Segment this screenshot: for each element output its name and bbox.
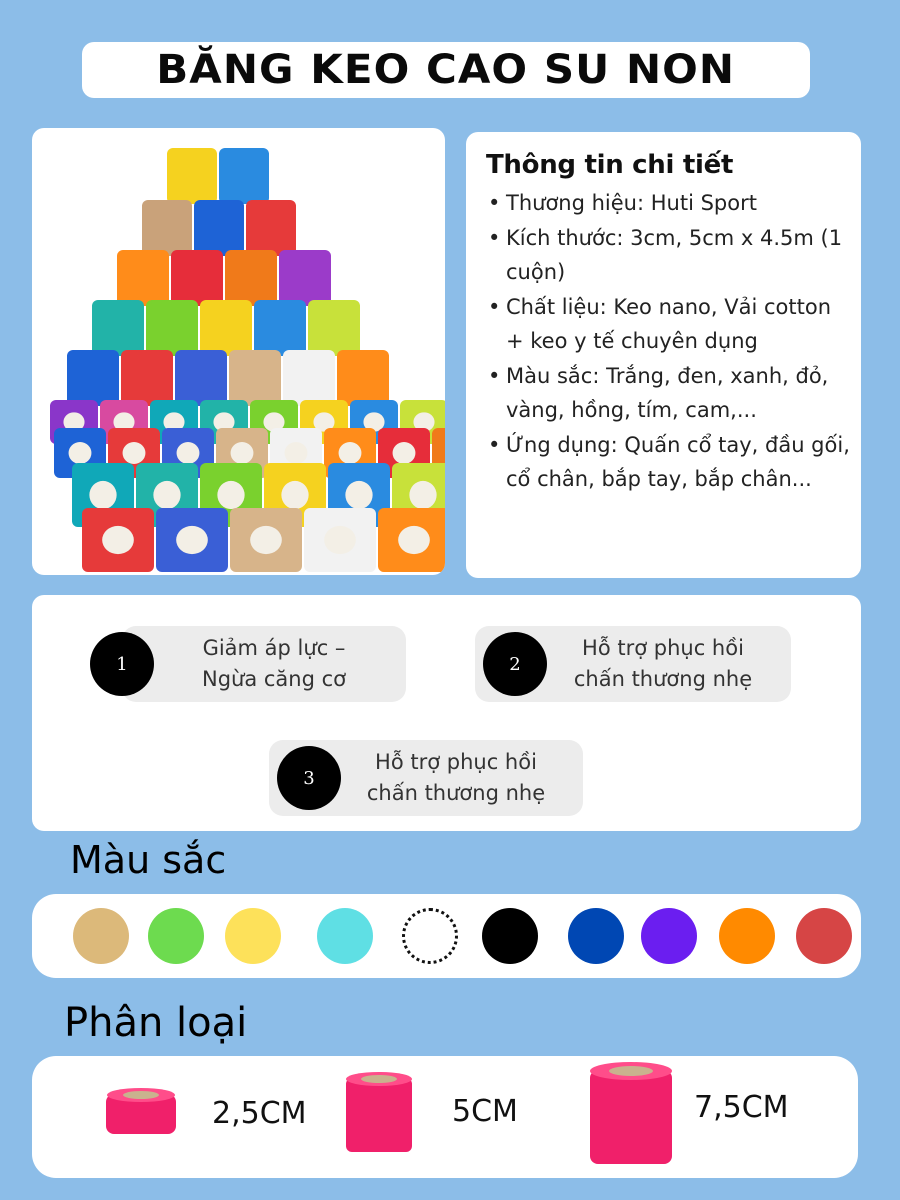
tape-roll [67,350,119,406]
tape-roll [171,250,223,306]
size-options [32,1056,858,1178]
benefit-number: 1 [90,632,154,696]
info-heading: Thông tin chi tiết [486,150,734,180]
color-swatch[interactable] [402,908,458,964]
color-swatch[interactable] [317,908,373,964]
page-title: BĂNG KEO CAO SU NON [156,47,736,93]
tape-roll [254,300,306,356]
color-swatch[interactable] [148,908,204,964]
color-swatch[interactable] [719,908,775,964]
tape-rolls-illustration [32,128,445,575]
colors-label: Màu sắc [70,838,227,882]
color-swatch[interactable] [796,908,852,964]
tape-roll [194,200,244,256]
info-list [486,186,851,497]
tape-roll [175,350,227,406]
benefit-line2: Ngừa căng cơ [201,667,347,691]
color-swatch[interactable] [225,908,281,964]
benefits-card [32,595,861,831]
tape-roll [82,508,154,572]
color-swatch[interactable] [641,908,697,964]
info-item-brand: • Thương hiệu: Huti Sport [486,186,851,221]
benefit-3 [275,740,583,816]
tape-roll-small-icon [104,1086,178,1138]
tape-roll [117,250,169,306]
tape-roll [167,148,217,204]
benefit-number: 3 [277,746,341,810]
tape-roll [225,250,277,306]
tape-roll [219,148,269,204]
tape-roll [378,508,445,572]
info-item-material: • Chất liệu: Keo nano, Vải cotton + keo y tế chuyên dụng [486,290,851,359]
benefit-line1: Hỗ trợ phục hồi [582,636,744,660]
tape-roll [156,508,228,572]
color-swatch[interactable] [73,908,129,964]
benefit-line2: chấn thương nhẹ [366,781,546,805]
tape-roll [146,300,198,356]
tape-roll [230,508,302,572]
tape-roll [200,300,252,356]
benefit-line1: Giảm áp lực – [202,636,346,660]
tape-roll [92,300,144,356]
tape-roll [229,350,281,406]
benefit-2 [483,626,791,702]
size-option-5cm[interactable]: 5CM [452,1094,518,1129]
tape-roll [279,250,331,306]
benefit-number: 2 [483,632,547,696]
tape-roll [142,200,192,256]
product-image [32,128,445,575]
color-swatches [32,894,861,978]
info-item-colors: • Màu sắc: Trắng, đen, xanh, đỏ, vàng, hồng, tím, cam,... [486,359,851,428]
benefit-line1: Hỗ trợ phục hồi [375,750,537,774]
info-card [466,132,861,578]
color-swatch[interactable] [568,908,624,964]
tape-roll [304,508,376,572]
tape-roll [121,350,173,406]
benefit-1 [90,626,406,702]
info-item-size: • Kích thước: 3cm, 5cm x 4.5m (1 cuộn) [486,221,851,290]
size-option-7-5cm[interactable]: 7,5CM [694,1090,789,1125]
title-banner [82,42,810,98]
color-swatch[interactable] [482,908,538,964]
tape-roll [337,350,389,406]
tape-roll [283,350,335,406]
size-option-2-5cm[interactable]: 2,5CM [212,1096,307,1131]
tape-roll-medium-icon [344,1070,414,1156]
tape-roll [246,200,296,256]
tape-roll [308,300,360,356]
benefit-line2: chấn thương nhẹ [573,667,753,691]
info-item-usage: • Ứng dụng: Quấn cổ tay, đầu gối, cổ chân, bắp tay, bắp chân... [486,428,851,497]
benefit-text [122,626,406,702]
sizes-label: Phân loại [64,1000,248,1046]
tape-roll-large-icon [588,1060,674,1168]
